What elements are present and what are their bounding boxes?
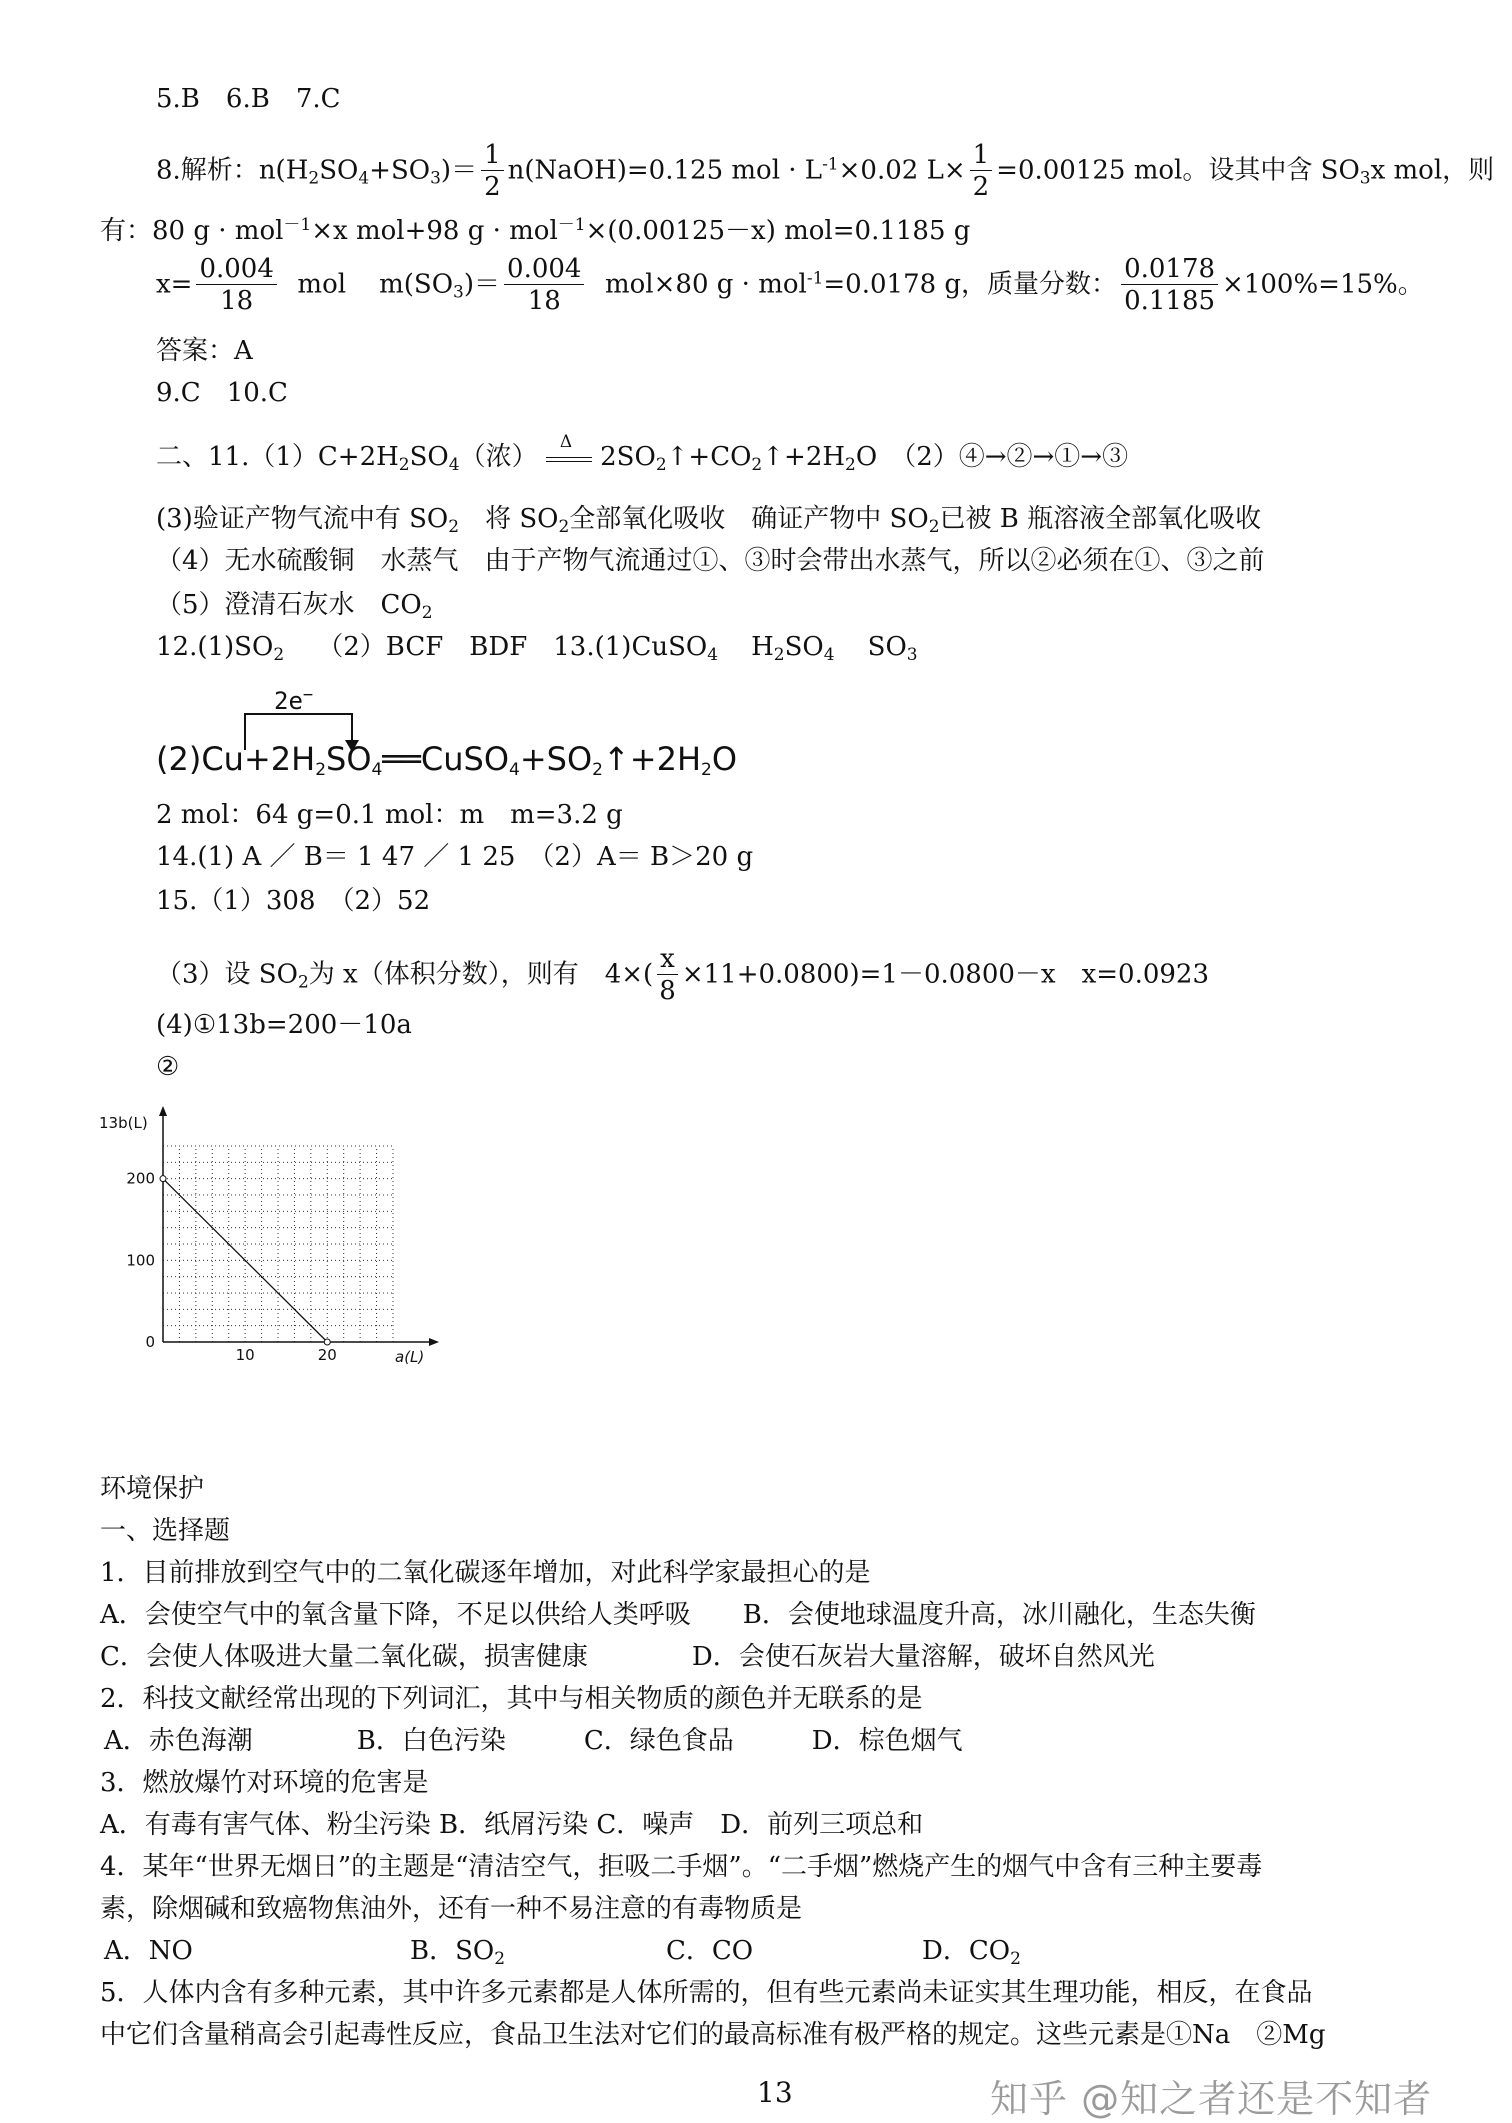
- subscript: 2: [592, 760, 603, 780]
- data-point: [324, 1339, 330, 1345]
- text: ×x mol+98 g · mol: [311, 216, 558, 246]
- q14-line: 14.(1) A ／ B＝ 1 47 ／ 1 25 （2）A＝ B＞20 g: [156, 842, 754, 872]
- text: )＝: [463, 269, 501, 300]
- subscript: 2: [308, 168, 320, 189]
- subscript: 2: [558, 517, 570, 537]
- q13-equation: [156, 742, 737, 787]
- subscript: 2: [273, 645, 285, 665]
- text: n(H: [258, 155, 309, 186]
- answers-5-7: 5.B 6.B 7.C: [156, 84, 341, 114]
- option-d: D．CO: [922, 1936, 1011, 1966]
- subscript: 2: [845, 455, 856, 475]
- text: mol: [297, 269, 347, 300]
- question-1-options-ab: A．会使空气中的氧含量下降，不足以供给人类呼吸 B．会使地球温度升高，冰川融化，生态失衡: [100, 1600, 1256, 1630]
- section-title: 环境保护: [100, 1474, 205, 1504]
- q15-line4: (4)①13b=200－10a: [156, 1010, 412, 1040]
- question-1-options-cd: C．会使人体吸进大量二氧化碳，损害健康 D．会使石灰岩大量溶解，破坏自然风光: [100, 1642, 1155, 1672]
- q8-line1: [156, 140, 1494, 203]
- x-axis-label: a(L): [395, 1348, 425, 1366]
- text: x=: [156, 269, 193, 300]
- subscript: 2: [773, 645, 785, 665]
- subscript: 2: [751, 455, 763, 475]
- text: =0.00125 mol。设其中含 SO: [996, 155, 1360, 186]
- x-tick-label: 10: [235, 1346, 255, 1364]
- y-axis-arrow-icon: [159, 1106, 167, 1116]
- option-a: A．NO: [104, 1936, 193, 1966]
- q8-line3: [156, 254, 1424, 317]
- subscript: 2: [315, 760, 327, 780]
- subscript: 2: [928, 517, 940, 537]
- superscript: -1: [822, 154, 839, 175]
- y-tick-label: 100: [126, 1251, 155, 1270]
- fraction-x-8: [657, 944, 678, 1007]
- x-tick-label: 20: [317, 1346, 337, 1364]
- y-tick-label: 0: [145, 1333, 155, 1351]
- text: ×100%=15%。: [1222, 269, 1424, 300]
- subscript: 2: [701, 760, 712, 780]
- superscript: −: [302, 685, 314, 705]
- subscript: 3: [453, 282, 464, 303]
- numerator: 1: [970, 140, 993, 171]
- text: x mol，则: [1370, 155, 1495, 186]
- text: （浓）: [459, 442, 538, 472]
- text: 12.(1)SO: [156, 632, 274, 662]
- fraction: [1121, 254, 1218, 317]
- text: SO: [409, 442, 449, 472]
- text: 全部氧化吸收 确证产物中 SO: [569, 504, 929, 534]
- text: （5）澄清石灰水 CO: [156, 590, 422, 620]
- denominator: 18: [527, 286, 561, 316]
- question-2-options: A．赤色海潮 B．白色污染 C．绿色食品 D．棕色烟气: [104, 1726, 963, 1756]
- fraction: [504, 254, 584, 317]
- text: 2SO: [600, 442, 656, 472]
- q15-line1: 15.（1）308 （2）52: [156, 886, 431, 916]
- question-3-options: A．有毒有害气体、粉尘污染 B．纸屑污染 C．噪声 D．前列三项总和: [100, 1810, 924, 1840]
- text: （3）设 SO: [156, 959, 298, 990]
- text: 有：80 g · mol: [100, 216, 284, 246]
- text: (2)Cu+2H: [156, 740, 316, 778]
- subscript: 2: [1010, 1949, 1021, 1969]
- q11-line4: （4）无水硫酸铜 水蒸气 由于产物气流通过①、③时会带出水蒸气，所以②必须在①、③之前: [156, 546, 1265, 576]
- superscript: －1: [283, 215, 312, 235]
- subscript: 3: [906, 645, 918, 665]
- numerator: 0.004: [504, 254, 584, 285]
- text: )＝: [440, 155, 478, 186]
- answer-a: 答案：A: [156, 336, 253, 366]
- text: 二、11.（1）C+2H: [156, 442, 399, 472]
- option-c: C．CO: [666, 1936, 754, 1966]
- question-4: 4．某年“世界无烟日”的主题是“清洁空气，拒吸二手烟”。“二手烟”燃烧产生的烟气中含有三种主要毒: [100, 1852, 1263, 1882]
- question-5-cont: 中它们含量稍高会引起毒性反应，食品卫生法对它们的最高标准有极严格的规定。这些元素是①Na ②Mg: [100, 2020, 1326, 2050]
- subscript: 3: [1359, 168, 1371, 189]
- answers-9-10: 9.C 10.C: [156, 378, 288, 408]
- q11-line5: [156, 588, 433, 630]
- text: n(NaOH)=0.125 mol · L: [507, 155, 823, 186]
- y-tick-label: 200: [126, 1169, 155, 1188]
- subscript: 2: [421, 603, 433, 623]
- question-4-options: [104, 1934, 1021, 1976]
- data-point: [160, 1176, 166, 1182]
- subscript: 3: [430, 168, 441, 189]
- subscript: 2: [297, 972, 309, 993]
- subscript: 4: [371, 760, 383, 780]
- text: ×11+0.0800)=1－0.0800－x x=0.0923: [681, 959, 1210, 990]
- text: ↑+CO: [666, 442, 752, 472]
- text: SO: [784, 632, 824, 662]
- text: =0.0178 g，质量分数：: [823, 269, 1118, 300]
- denominator: 8: [659, 976, 676, 1006]
- numerator: x: [657, 944, 678, 975]
- subscript: 4: [509, 760, 520, 780]
- subscript: 2: [494, 1949, 506, 1969]
- denominator: 18: [220, 286, 254, 316]
- line-chart: [95, 1100, 465, 1370]
- fraction-half: [970, 140, 993, 203]
- text: SO: [319, 155, 359, 186]
- text: ↑+2H: [602, 740, 702, 778]
- fraction-half: [481, 140, 504, 203]
- denominator: 2: [972, 172, 990, 202]
- text: O （2）④→②→①→③: [855, 442, 1129, 472]
- text: SO: [326, 740, 372, 778]
- text: ×(0.00125－x) mol=0.1185 g: [585, 216, 971, 246]
- text: +SO: [369, 155, 431, 186]
- q12-13-line: [156, 630, 918, 672]
- heat-condition: [546, 431, 592, 462]
- subscript: 2: [398, 455, 410, 475]
- text: ↑+2H: [762, 442, 846, 472]
- q11-line3: [156, 502, 1261, 544]
- subscript: 4: [448, 455, 460, 475]
- text: 2e: [274, 687, 303, 715]
- x-axis-arrow-icon: [429, 1338, 439, 1346]
- question-2: 2．科技文献经常出现的下列词汇，其中与相关物质的颜色并无联系的是: [100, 1684, 923, 1714]
- q15-circ2: ②: [156, 1052, 180, 1082]
- section-subtitle: 一、选择题: [100, 1516, 231, 1546]
- fraction: [196, 254, 276, 317]
- text: 将 SO: [459, 504, 559, 534]
- question-3: 3．燃放爆竹对环境的危害是: [100, 1768, 429, 1798]
- watermark: 知乎 @知之者还是不知者: [990, 2077, 1433, 2121]
- q15-line3: [156, 944, 1209, 1007]
- q13-mol-line: 2 mol：64 g=0.1 mol：m m=3.2 g: [156, 800, 623, 830]
- text: ×0.02 L×: [838, 155, 966, 186]
- denominator: 2: [484, 172, 501, 202]
- question-5: 5．人体内含有多种元素，其中许多元素都是人体所需的，但有些元素尚未证实其生理功能，相反，在食品: [100, 1978, 1313, 2008]
- text: m(SO: [379, 269, 454, 300]
- subscript: 4: [823, 645, 835, 665]
- text: mol×80 g · mol: [605, 269, 807, 300]
- text: 已被 B 瓶溶液全部氧化吸收: [939, 504, 1262, 534]
- page-number: 13: [757, 2076, 793, 2109]
- y-axis-label: 13b(L): [99, 1114, 148, 1132]
- numerator: 0.004: [196, 254, 276, 285]
- text: H: [751, 632, 774, 662]
- text: +SO: [519, 740, 593, 778]
- question-4-cont: 素，除烟碱和致癌物焦油外，还有一种不易注意的有毒物质是: [100, 1894, 803, 1924]
- delta-sign: Δ: [559, 431, 573, 452]
- text: （2）BCF BDF 13.(1)CuSO: [317, 632, 708, 662]
- subscript: 2: [448, 517, 460, 537]
- superscript: －1: [557, 215, 586, 235]
- q8-label: 8.解析：: [156, 155, 259, 186]
- option-b: B．SO: [410, 1936, 495, 1966]
- subscript: 2: [655, 455, 667, 475]
- text: SO: [867, 632, 907, 662]
- subscript: 4: [707, 645, 719, 665]
- superscript: -1: [806, 268, 824, 289]
- q8-line2: [100, 208, 970, 248]
- q11-line1: [156, 431, 1129, 482]
- denominator: 0.1185: [1124, 286, 1216, 316]
- subscript: 4: [358, 168, 370, 189]
- numerator: 0.0178: [1121, 254, 1218, 285]
- text: 为 x（体积分数），则有 4×(: [308, 959, 654, 990]
- text: ══CuSO: [382, 740, 509, 778]
- numerator: 1: [481, 140, 504, 171]
- question-1: 1．目前排放到空气中的二氧化碳逐年增加，对此科学家最担心的是: [100, 1558, 871, 1588]
- text: (3)验证产物气流中有 SO: [156, 504, 449, 534]
- text: O: [711, 740, 738, 778]
